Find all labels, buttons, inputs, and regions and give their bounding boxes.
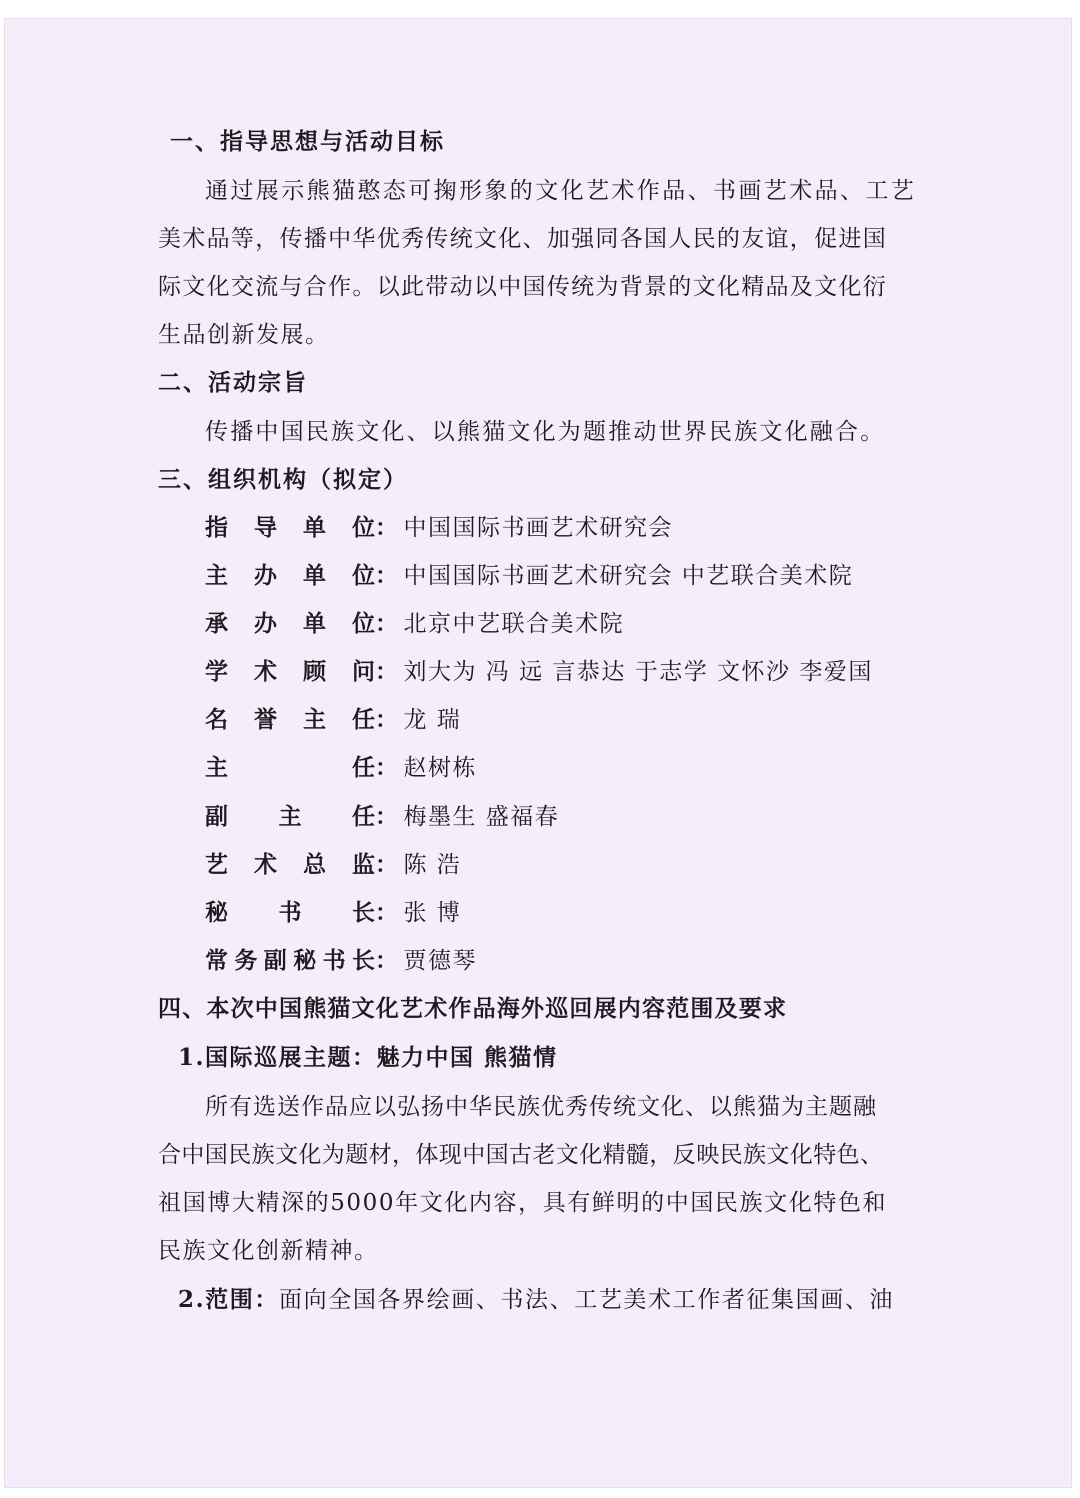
subheading-label: 2.范围： xyxy=(178,1286,280,1313)
section-4-subheading-2 xyxy=(178,1285,894,1315)
org-row: 学术顾问： 刘大为 冯 远 言恭达 于志学 文怀沙 李爱国 xyxy=(205,658,873,685)
org-label: 指导单位 xyxy=(205,514,375,541)
section-4-subheading-1 xyxy=(178,1043,558,1073)
section-4-paragraph-line: 祖国博大精深的5000年文化内容，具有鲜明的中国民族文化特色和 xyxy=(158,1190,888,1216)
org-row: 秘书长： 张 博 xyxy=(205,899,462,926)
org-value: 赵树栋 xyxy=(403,755,477,781)
org-value: 梅墨生 盛福春 xyxy=(403,804,560,830)
org-row: 艺术总监： 陈 浩 xyxy=(205,851,462,878)
section-3-heading: 三、组织机构（拟定） xyxy=(158,466,408,493)
org-value: 刘大为 冯 远 言恭达 于志学 文怀沙 李爱国 xyxy=(403,659,873,685)
org-label: 承办单位 xyxy=(205,610,375,637)
org-label: 学术顾问 xyxy=(205,658,375,685)
org-value: 陈 浩 xyxy=(403,852,462,878)
section-1-paragraph-line: 美术品等，传播中华优秀传统文化、加强同各国人民的友谊，促进国 xyxy=(158,226,887,252)
section-4-paragraph-line: 所有选送作品应以弘扬中华民族优秀传统文化、以熊猫为主题融 xyxy=(205,1094,877,1120)
section-4-paragraph-line: 民族文化创新精神。 xyxy=(158,1238,379,1264)
org-row: 常务副秘书长： 贾德琴 xyxy=(205,947,477,974)
section-1-heading: 一、指导思想与活动目标 xyxy=(170,128,445,155)
org-label: 常务副秘书长 xyxy=(205,947,375,974)
section-4-paragraph-line: 合中国民族文化为题材，体现中国古老文化精髓，反映民族文化特色、 xyxy=(158,1142,884,1168)
org-value: 中国国际书画艺术研究会 中艺联合美术院 xyxy=(403,563,854,589)
org-label: 名誉主任 xyxy=(205,706,375,733)
org-row: 主办单位： 中国国际书画艺术研究会 中艺联合美术院 xyxy=(205,562,854,589)
org-label: 副主任 xyxy=(205,803,375,830)
section-1-paragraph-line: 生品创新发展。 xyxy=(158,322,330,348)
section-4-heading: 四、本次中国熊猫文化艺术作品海外巡回展内容范围及要求 xyxy=(158,995,788,1022)
org-row: 承办单位： 北京中艺联合美术院 xyxy=(205,610,624,637)
org-label: 秘书长 xyxy=(205,899,375,926)
org-label: 主任 xyxy=(205,754,375,781)
org-label: 主办单位 xyxy=(205,562,375,589)
org-row: 副主任： 梅墨生 盛福春 xyxy=(205,803,560,830)
subheading-value: 面向全国各界绘画、书法、工艺美术工作者征集国画、油 xyxy=(279,1287,895,1313)
section-1-paragraph-line: 通过展示熊猫憨态可掬形象的文化艺术作品、书画艺术品、工艺 xyxy=(205,178,917,204)
org-value: 北京中艺联合美术院 xyxy=(403,611,624,637)
org-value: 贾德琴 xyxy=(403,948,477,974)
section-2-paragraph-line: 传播中国民族文化、以熊猫文化为题推动世界民族文化融合。 xyxy=(205,419,886,445)
org-value: 龙 瑞 xyxy=(403,707,462,733)
org-value: 中国国际书画艺术研究会 xyxy=(403,515,673,541)
section-2-heading: 二、活动宗旨 xyxy=(158,369,308,396)
subheading-value: 魅力中国 熊猫情 xyxy=(376,1044,558,1071)
org-row: 指导单位： 中国国际书画艺术研究会 xyxy=(205,514,673,541)
org-label: 艺术总监 xyxy=(205,851,375,878)
org-row: 名誉主任： 龙 瑞 xyxy=(205,706,462,733)
org-value: 张 博 xyxy=(403,900,462,926)
section-1-paragraph-line: 际文化交流与合作。以此带动以中国传统为背景的文化精品及文化衍 xyxy=(158,274,887,300)
subheading-label: 1.国际巡展主题： xyxy=(178,1044,377,1071)
org-row: 主任： 赵树栋 xyxy=(205,754,477,781)
